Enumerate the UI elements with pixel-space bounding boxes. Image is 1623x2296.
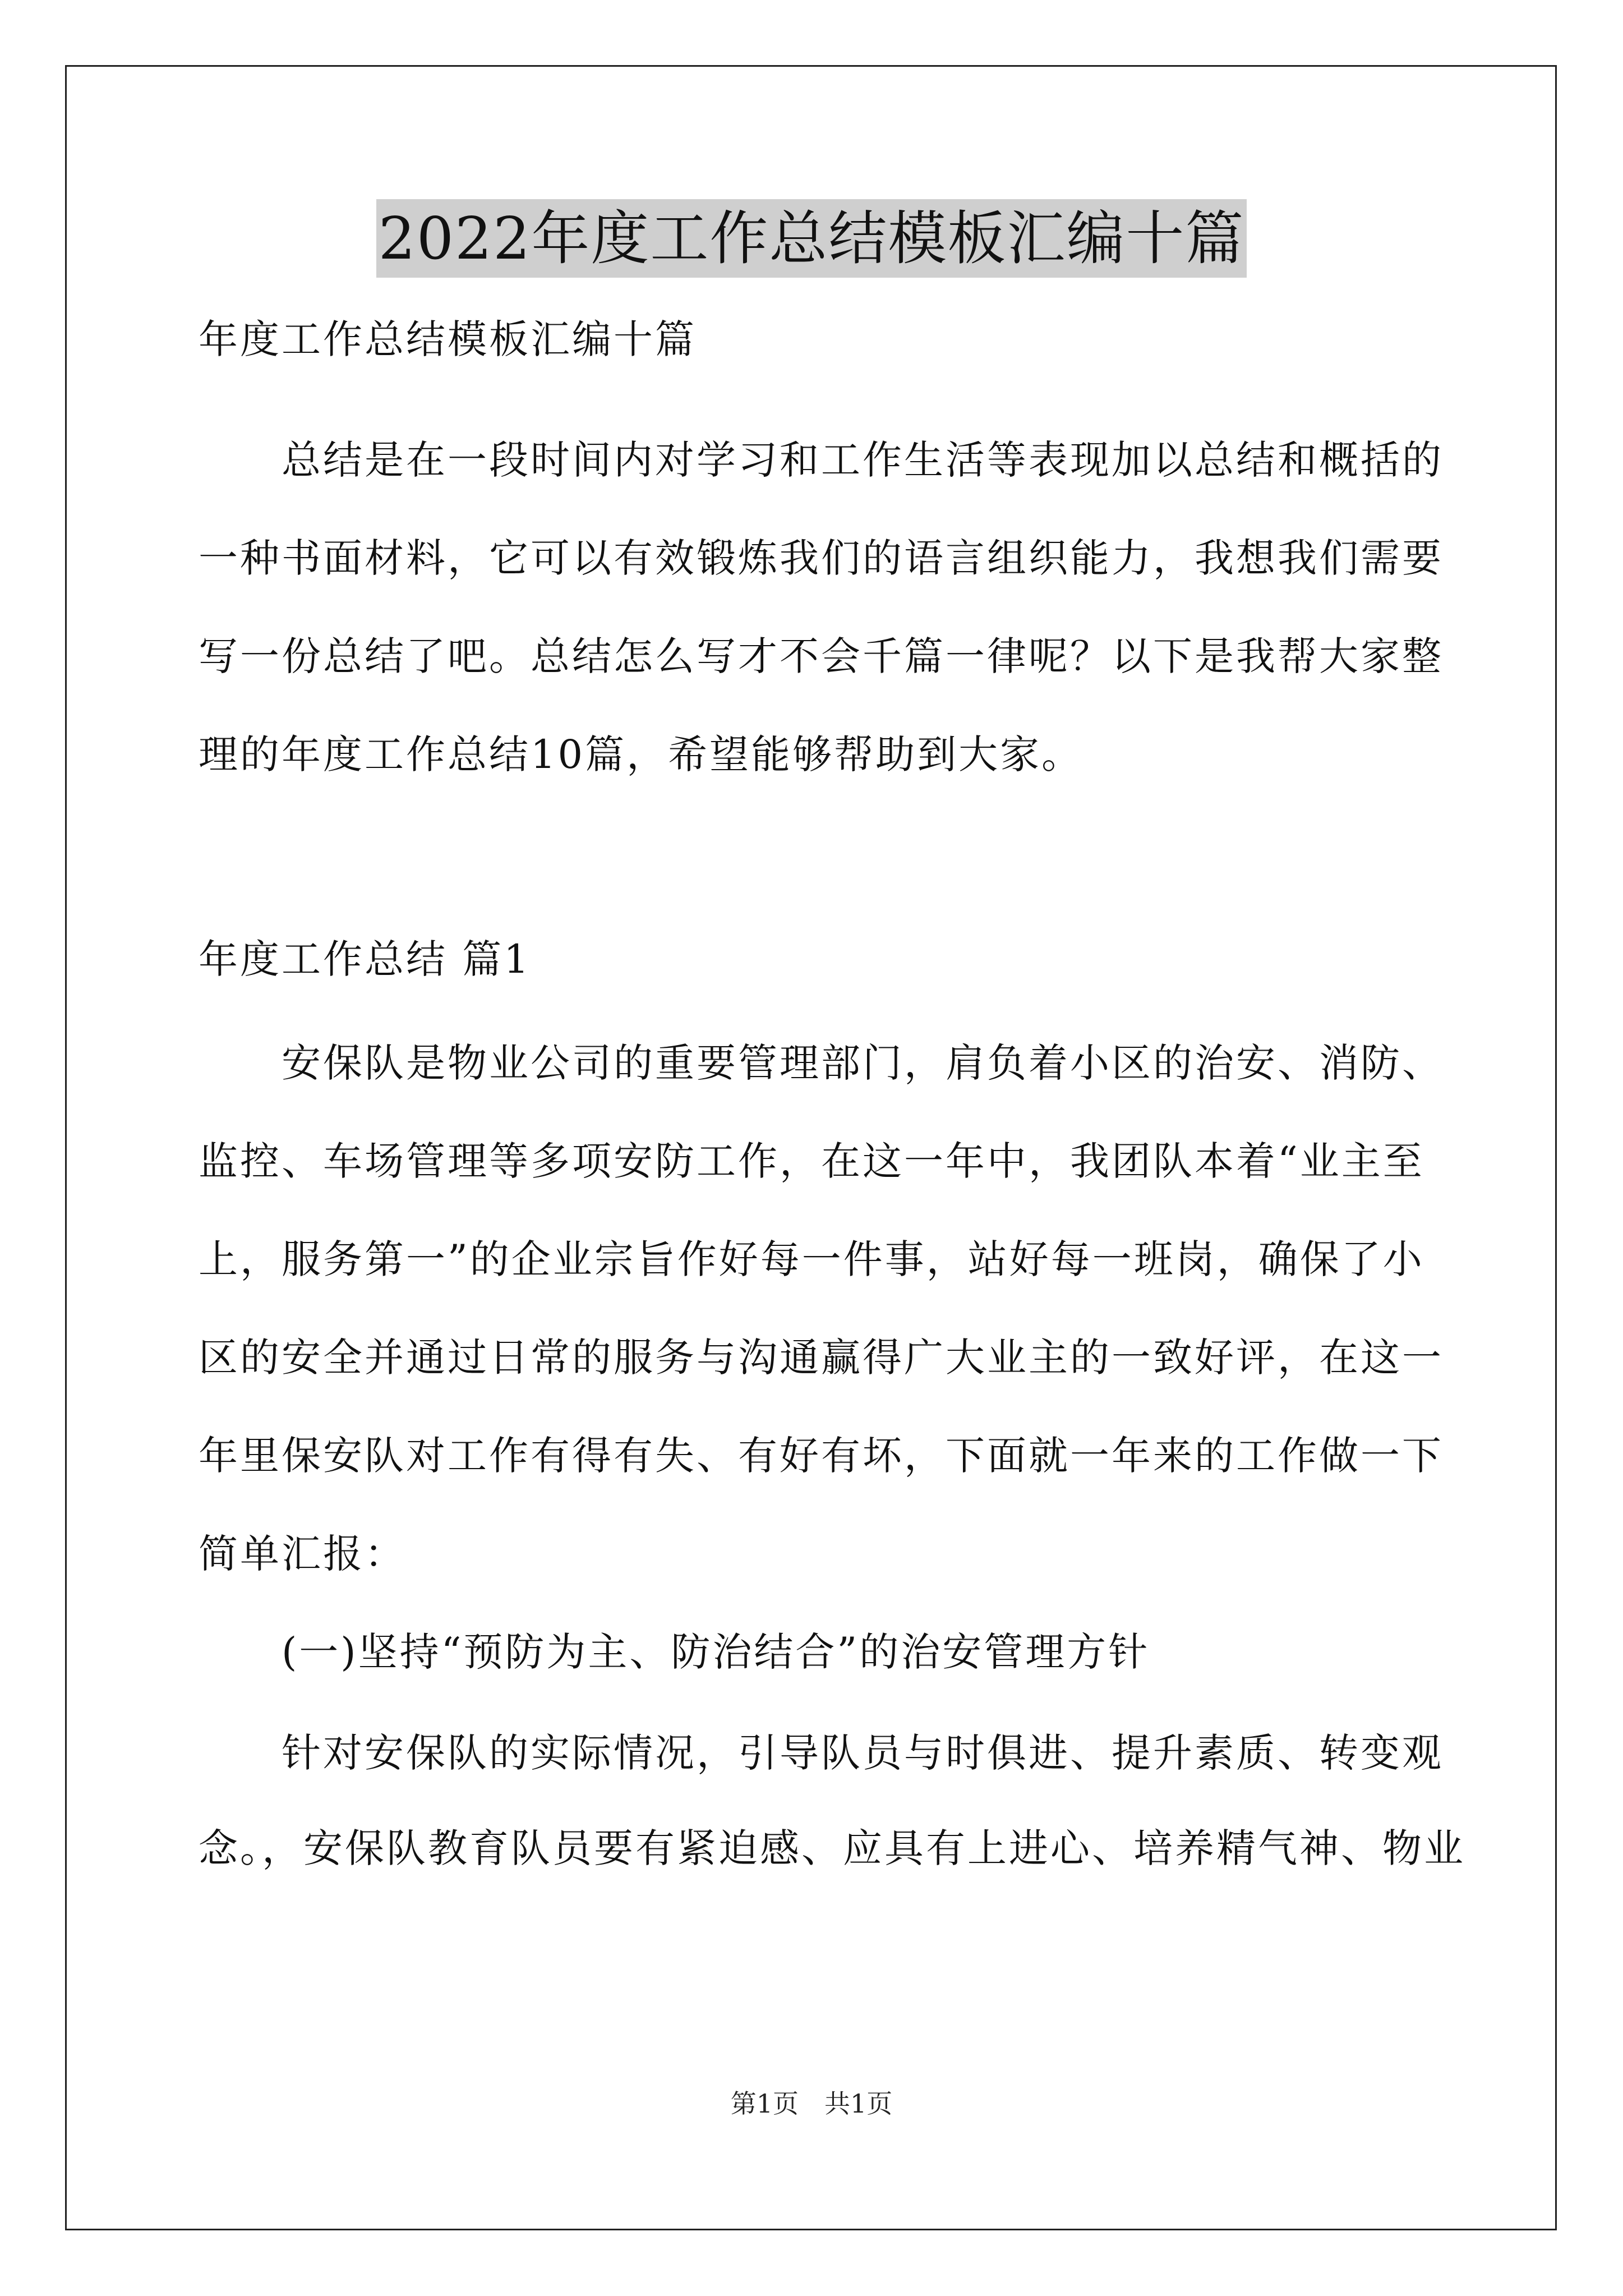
paragraph-line: 监控、车场管理等多项安防工作，在这一年中，我团队本着“业主至 bbox=[199, 1138, 1424, 1184]
intro-heading: 年度工作总结模板汇编十篇 bbox=[199, 316, 697, 362]
page-footer: 第1页 共1页 bbox=[730, 2088, 893, 2119]
title-container bbox=[0, 199, 1623, 278]
document-title: 2022年度工作总结模板汇编十篇 bbox=[376, 199, 1247, 278]
paragraph-line: 简单汇报： bbox=[199, 1531, 406, 1577]
intro-paragraph-line: 理的年度工作总结10篇，希望能够帮助到大家。 bbox=[199, 731, 1083, 777]
paragraph-line: 安保队是物业公司的重要管理部门，肩负着小区的治安、消防、 bbox=[199, 1040, 1444, 1086]
section-heading-part-1: 年度工作总结 篇1 bbox=[199, 936, 531, 982]
paragraph-line: 针对安保队的实际情况，引导队员与时俱进、提升素质、转变观 bbox=[199, 1730, 1444, 1776]
paragraph-line: 上，服务第一”的企业宗旨作好每一件事，站好每一班岗，确保了小 bbox=[199, 1236, 1424, 1282]
subheading-line: (一)坚持“预防为主、防治结合”的治安管理方针 bbox=[199, 1629, 1150, 1675]
intro-paragraph-line: 写一份总结了吧。总结怎么写才不会千篇一律呢？以下是我帮大家整 bbox=[199, 633, 1444, 679]
paragraph-line: 年里保安队对工作有得有失、有好有坏，下面就一年来的工作做一下 bbox=[199, 1433, 1444, 1479]
intro-paragraph-line: 总结是在一段时间内对学习和工作生活等表现加以总结和概括的 bbox=[199, 437, 1444, 483]
paragraph-line: 念。，安保队教育队员要有紧迫感、应具有上进心、培养精气神、物业 bbox=[199, 1825, 1465, 1871]
paragraph-line: 区的安全并通过日常的服务与沟通赢得广大业主的一致好评，在这一 bbox=[199, 1335, 1444, 1381]
intro-paragraph-line: 一种书面材料，它可以有效锻炼我们的语言组织能力，我想我们需要 bbox=[199, 535, 1444, 581]
